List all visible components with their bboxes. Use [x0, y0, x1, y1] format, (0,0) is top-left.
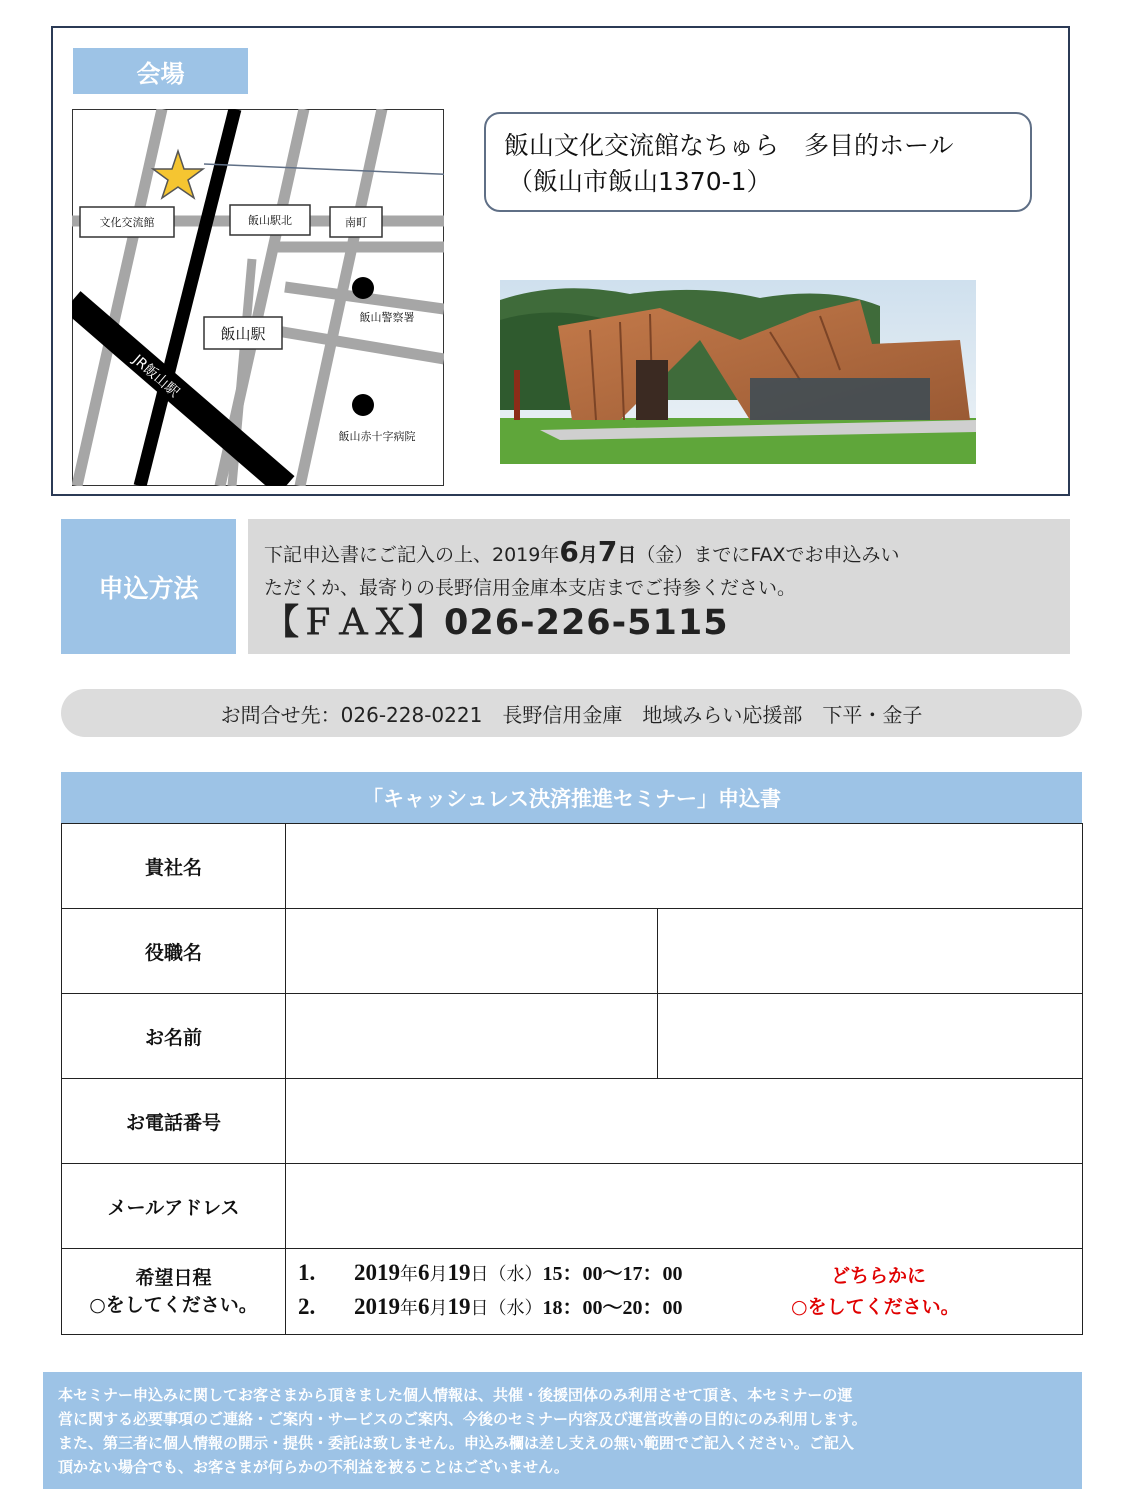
venue-name: 飯山文化交流館なちゅら 多目的ホール [504, 131, 954, 160]
privacy-line-2: 営に関する必要事項のご連絡・ご案内・サービスのご案内、今後のセミナー内容及び運営改善の目的にのみ利用します。 [58, 1410, 867, 1428]
hospital-marker [352, 394, 374, 416]
venue-label: 会場 [73, 48, 248, 94]
input-name-1[interactable] [286, 994, 658, 1079]
method-body [248, 519, 1070, 654]
schedule-option-2[interactable]: 2. 2019年6月19日（水）18：00～20：00 [298, 1294, 683, 1319]
schedule-label-1: 希望日程 [135, 1266, 212, 1289]
schedule-label-2: ○をしてください。 [89, 1293, 258, 1316]
input-company[interactable] [286, 824, 1083, 909]
privacy-line-1: 本セミナー申込みに関してお客さまから頂きました個人情報は、共催・後援団体のみ利用させて頂き、本セミナーの運 [58, 1386, 853, 1404]
schedule-note-1: どちらかに [831, 1265, 927, 1287]
label-position: 役職名 [62, 909, 286, 994]
form-row-position [62, 909, 1083, 994]
input-position-1[interactable] [286, 909, 658, 994]
method-text-2: （金）までにFAXでお申込みい [636, 544, 900, 566]
label-schedule [62, 1249, 286, 1335]
form-row-company [62, 824, 1083, 909]
deadline-day-unit: 日 [617, 544, 637, 566]
privacy-line-3: また、第三者に個人情報の開示・提供・委託は致しません。申込み欄は差し支えの無い範囲でご記入ください。ご記入 [58, 1434, 854, 1452]
label-company: 貴社名 [62, 824, 286, 909]
label-name: お名前 [62, 994, 286, 1079]
deadline-day: 7 [597, 535, 618, 568]
map-label-police: 飯山警察署 [359, 311, 415, 324]
map-label-bunka: 文化交流館 [99, 216, 155, 229]
privacy-notice [43, 1372, 1082, 1489]
method-label: 申込方法 [61, 519, 236, 654]
venue-photo [500, 280, 976, 464]
venue-callout [484, 112, 1032, 212]
form-row-phone [62, 1079, 1083, 1164]
map-label-jr-line: JR飯山駅 [129, 351, 183, 401]
contact-bar: お問合せ先：026-228-0221 長野信用金庫 地域みらい応援部 下平・金子 [61, 689, 1082, 737]
deadline-month: 6 [559, 535, 579, 568]
method-text-1: 下記申込書にご記入の上、2019年 [264, 544, 560, 566]
deadline-month-unit: 月 [578, 544, 598, 566]
form-row-name [62, 994, 1083, 1079]
form-title: 「キャッシュレス決済推進セミナー」申込書 [61, 772, 1082, 823]
access-map [72, 109, 444, 486]
privacy-line-4: 頂かない場合でも、お客さまが何らかの不利益を被ることはございません。 [58, 1458, 569, 1476]
schedule-options[interactable] [286, 1249, 1083, 1335]
fax-number: 【ＦＡＸ】026-226-5115 [264, 603, 729, 643]
input-email[interactable] [286, 1164, 1083, 1249]
method-line-1 [264, 535, 1070, 572]
venue-address: （飯山市飯山1370-1） [508, 167, 772, 196]
map-label-minami: 南町 [345, 216, 367, 229]
police-marker [352, 277, 374, 299]
input-name-2[interactable] [658, 994, 1083, 1079]
input-position-2[interactable] [658, 909, 1083, 994]
form-row-schedule [62, 1249, 1083, 1335]
map-label-station-north: 飯山駅北 [248, 214, 292, 227]
label-email: メールアドレス [62, 1164, 286, 1249]
form-row-email [62, 1164, 1083, 1249]
map-label-station: 飯山駅 [220, 325, 266, 343]
map-label-hospital: 飯山赤十字病院 [338, 430, 416, 443]
application-form [61, 823, 1083, 1335]
input-phone[interactable] [286, 1079, 1083, 1164]
label-phone: お電話番号 [62, 1079, 286, 1164]
schedule-note-2: ○をしてください。 [791, 1296, 960, 1318]
schedule-option-1[interactable]: 1. 2019年6月19日（水）15：00～17：00 [298, 1260, 683, 1285]
method-line-2: ただくか、最寄りの長野信用金庫本支店までご持参ください。 [264, 577, 797, 599]
